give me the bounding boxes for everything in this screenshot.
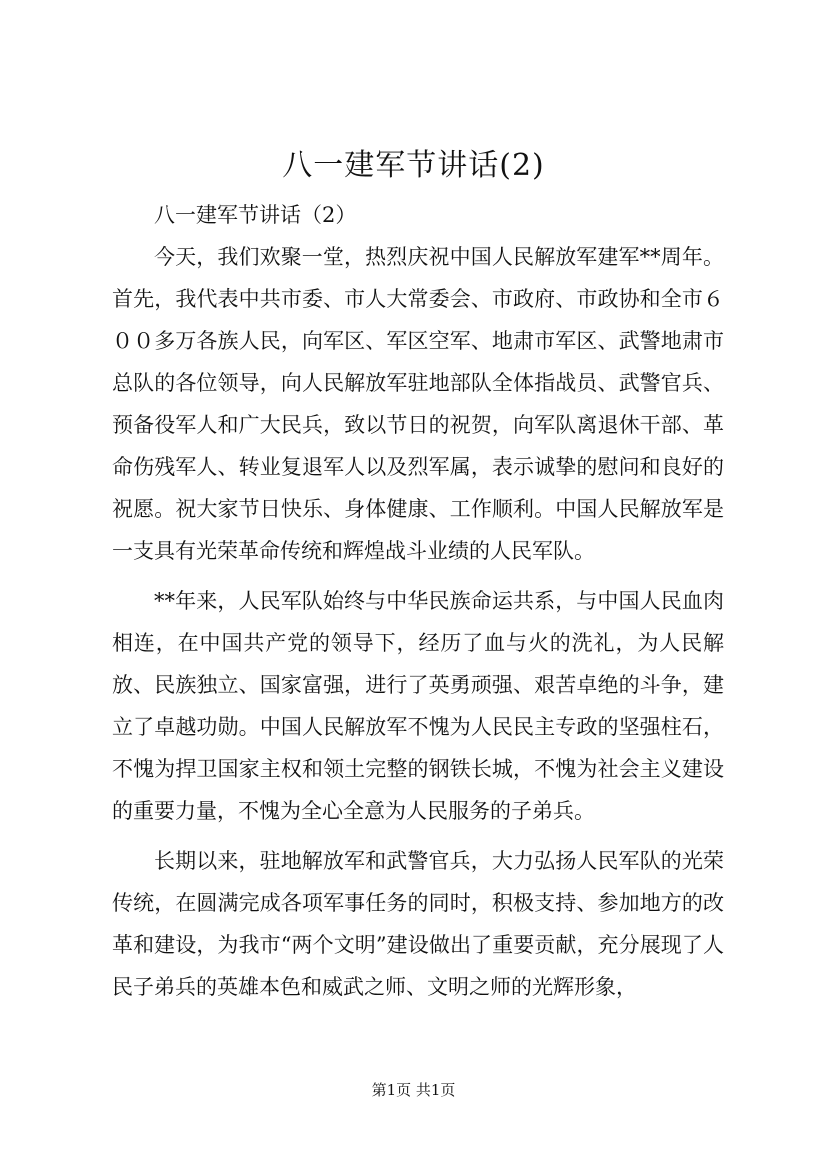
paragraph-3: 长期以来，驻地解放军和武警官兵，大力弘扬人民军队的光荣传统，在圆满完成各项军事任务的同时，积极支持、参加地方的改革和建设，为我市“两个文明”建设做出了重要贡献，充分展现了人民子弟兵的英雄本色和威武之师、文明之师的光辉形象， — [112, 849, 724, 999]
paragraph-1: 今天，我们欢聚一堂，热烈庆祝中国人民解放军建军**周年。首先，我代表中共市委、市人大常委会、市政府、市政协和全市６００多万各族人民，向军区、军区空军、地肃市军区、武警地肃市总队的各位领导，向人民解放军驻地部队全体指战员、武警官兵、预备役军人和广大民兵，致以节日的祝贺，向军队离退休干部、革命伤残军人、转业复退军人以及烈军属，表示诚挚的慰问和良好的祝愿。祝大家节日快乐、身体健康、工作顺利。中国人民解放军是一支具有光荣革命传统和辉煌战斗业绩的人民军队。 — [112, 245, 724, 563]
document-title: 八一建军节讲话(2) — [282, 148, 545, 183]
document-body — [112, 194, 724, 1016]
page-footer: 第1页 共1页 — [371, 1081, 456, 1099]
paragraph-2: **年来，人民军队始终与中华民族命运共系，与中国人民血肉相连，在中国共产党的领导下，经历了血与火的洗礼，为人民解放、民族独立、国家富强，进行了英勇顽强、艰苦卓绝的斗争，建立了卓越功勋。中国人民解放军不愧为人民民主专政的坚强柱石，不愧为捍卫国家主权和领土完整的钢铁长城，不愧为社会主义建设的重要力量，不愧为全心全意为人民服务的子弟兵。 — [112, 589, 724, 823]
document-subtitle: 八一建军节讲话（2） — [154, 203, 357, 227]
